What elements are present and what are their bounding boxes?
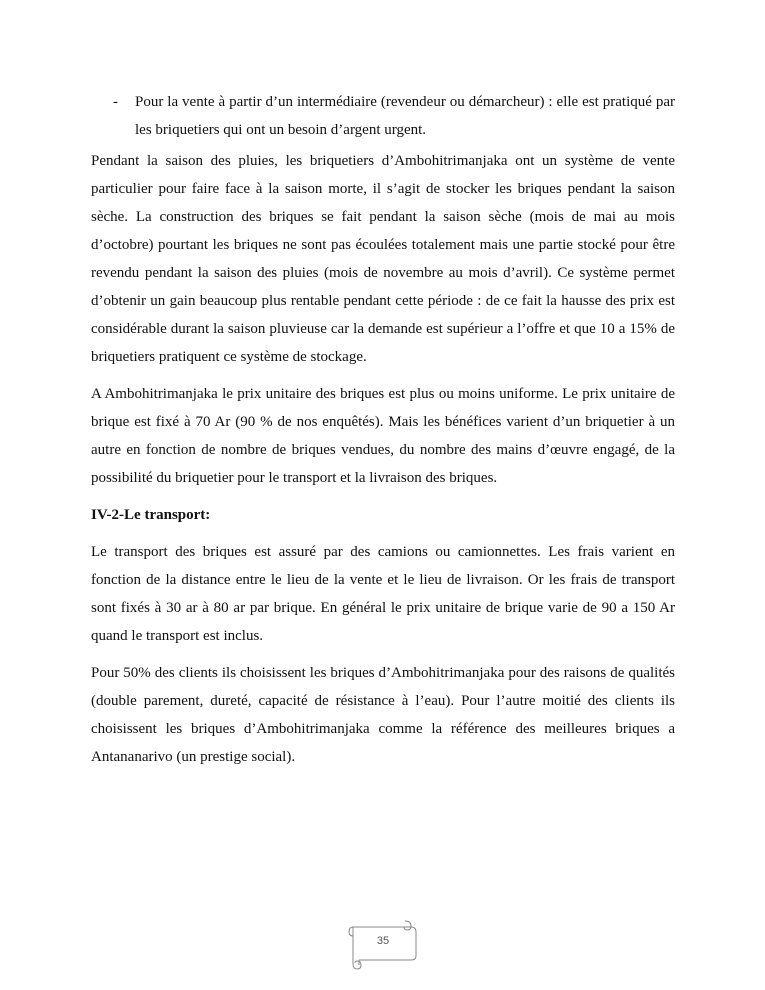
paragraph-clients: Pour 50% des clients ils choisissent les briques d’Ambohitrimanjaka pour des raisons de qualités (double parement, dureté, capacité de résistance à l’eau). Pour l’autre moitié des clients ils choisissent les briques d’Ambohitrimanjaka comme la référence des meilleures briques a Antananarivo (un prestige social). — [91, 665, 675, 765]
section-heading: IV-2-Le transport: — [91, 507, 211, 523]
page-footer — [347, 918, 419, 972]
paragraph-prix-unitaire: A Ambohitrimanjaka le prix unitaire des briques est plus ou moins uniforme. Le prix unitaire de brique est fixé à 70 Ar (90 % de nos enquêtés). Mais les bénéfices varient d’un briquetier à un autre en fonction de nombre de briques vendues, du nombre des mains d’œuvre engagé, de la possibilité du briquetier pour le transport et la livraison des briques. — [91, 386, 675, 486]
paragraph-transport: Le transport des briques est assuré par des camions ou camionnettes. Les frais varient en fonction de la distance entre le lieu de la vente et le lieu de livraison. Or les frais de transport sont fixés à 30 ar à 80 ar par brique. En général le prix unitaire de brique varie de 90 a 150 Ar quand le transport est inclus. — [91, 544, 675, 644]
paragraph-stockage: Pendant la saison des pluies, les briquetiers d’Ambohitrimanjaka ont un système de vente particulier pour faire face à la saison morte, il s’agit de stocker les briques pendant la saison sèche. La construction des briques se fait pendant la saison sèche (mois de mai au mois d’octobre) pourtant les briques ne sont pas écoulées totalement mais une partie stocké pour être revendu pendant la saison des pluies (mois de novembre au mois d’avril). Ce système permet d’obtenir un gain beaucoup plus rentable pendant cette période : de ce fait la hausse des prix est considérable durant la saison pluvieuse car la demande est supérieur a l’offre et que 10 a 15% de briquetiers pratiquent ce système de stockage. — [91, 153, 675, 365]
bullet-text: Pour la vente à partir d’un intermédiaire (revendeur ou démarcheur) : elle est pratiqué par les briquetiers qui ont un besoin d’argent urgent. — [135, 94, 675, 138]
document-body — [91, 88, 675, 780]
list-item — [91, 88, 675, 144]
bullet-dash: - — [113, 94, 118, 110]
page-number: 35 — [376, 935, 390, 947]
